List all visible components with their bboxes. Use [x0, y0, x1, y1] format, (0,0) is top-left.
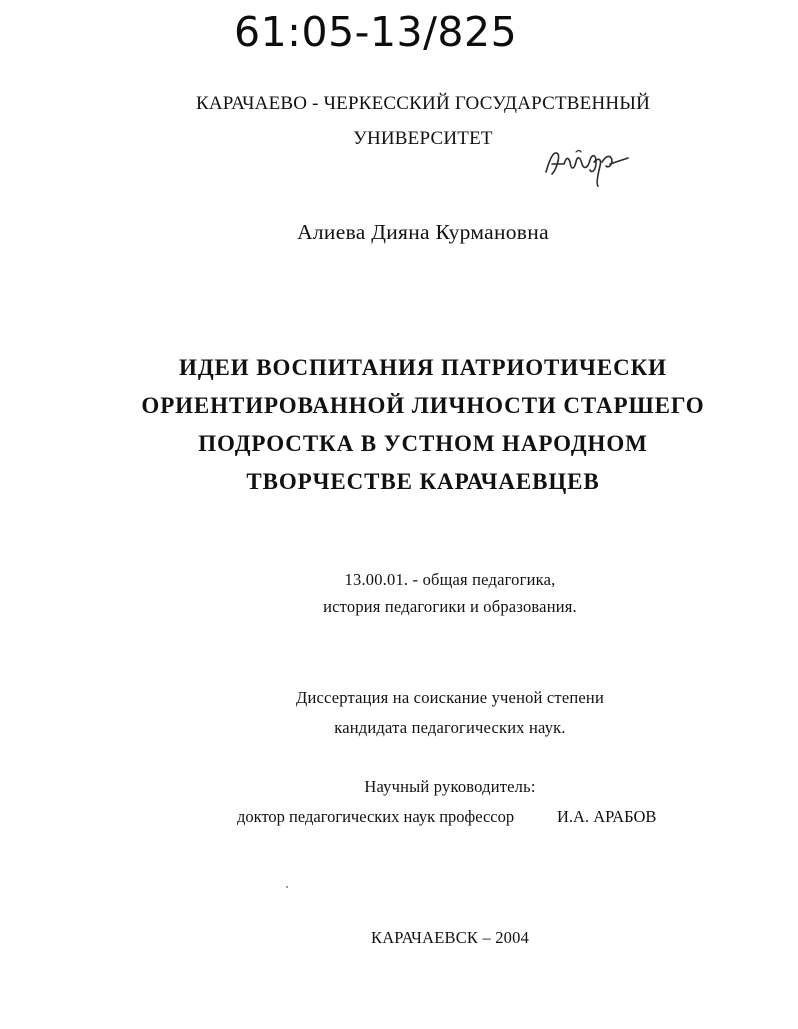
dissertation-line1: Диссертация на соискание ученой степени	[296, 688, 604, 707]
thesis-title-line2: ОРИЕНТИРОВАННОЙ ЛИЧНОСТИ СТАРШЕГО	[141, 393, 705, 418]
specialty-line2: история педагогики и образования.	[323, 597, 577, 616]
supervisor-heading: Научный руководитель:	[364, 777, 536, 796]
thesis-title-line3: ПОДРОСТКА В УСТНОМ НАРОДНОМ	[198, 431, 648, 456]
city-year: КАРАЧАЕВСК – 2004	[370, 928, 530, 947]
author-name: Алиева Дияна Курмановна	[297, 220, 549, 244]
archive-code: 61:05-13/825	[234, 8, 518, 56]
specialty-line1: 13.00.01. - общая педагогика,	[344, 570, 556, 589]
university-name-line2: УНИВЕРСИТЕТ	[353, 128, 493, 149]
scan-speck	[286, 886, 288, 888]
supervisor-role: доктор педагогических наук профессор	[237, 807, 515, 826]
dissertation-line2: кандидата педагогических наук.	[334, 718, 566, 737]
thesis-title-line4: ТВОРЧЕСТВЕ КАРАЧАЕВЦЕВ	[246, 469, 600, 494]
university-name-line1: КАРАЧАЕВО - ЧЕРКЕССКИЙ ГОСУДАРСТВЕННЫЙ	[195, 93, 651, 114]
handwritten-signature-icon	[540, 140, 640, 190]
thesis-title-line1: ИДЕИ ВОСПИТАНИЯ ПАТРИОТИЧЕСКИ	[179, 355, 667, 380]
supervisor-name: И.А. АРАБОВ	[557, 807, 657, 826]
